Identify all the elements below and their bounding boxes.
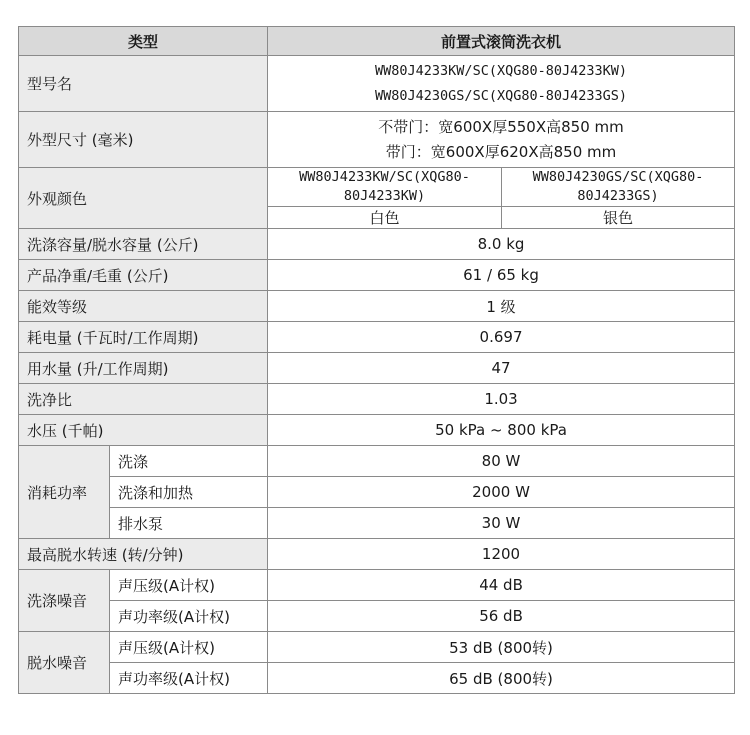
header-row [19, 27, 735, 56]
spec-label: 产品净重/毛重 (公斤) [19, 260, 268, 291]
wash-noise-row [19, 601, 735, 632]
spec-label: 耗电量 (千瓦时/工作周期) [19, 322, 268, 353]
spin-noise-sub-label: 声压级(A计权) [110, 632, 268, 663]
model-name-1: WW80J4233KW/SC(XQG80-80J4233KW) [375, 62, 627, 79]
spin-noise-row [19, 663, 735, 694]
dimensions-values [268, 112, 735, 168]
wash-noise-value: 56 dB [268, 601, 735, 632]
color-model-1: WW80J4233KW/SC(XQG80-80J4233KW) [268, 168, 502, 207]
spec-value: 8.0 kg [268, 229, 735, 260]
color-model-2: WW80J4230GS/SC(XQG80-80J4233GS) [502, 168, 735, 207]
spec-value: 0.697 [268, 322, 735, 353]
spec-label: 水压 (千帕) [19, 415, 268, 446]
spec-value: 1.03 [268, 384, 735, 415]
spec-value: 61 / 65 kg [268, 260, 735, 291]
spec-label: 洗净比 [19, 384, 268, 415]
spec-row [19, 384, 735, 415]
spec-row [19, 229, 735, 260]
wash-noise-sub-label: 声压级(A计权) [110, 570, 268, 601]
color-value-1: 白色 [268, 207, 502, 229]
color-label: 外观颜色 [19, 168, 268, 229]
spec-label: 洗涤容量/脱水容量 (公斤) [19, 229, 268, 260]
color-value-2: 银色 [502, 207, 735, 229]
spin-noise-label: 脱水噪音 [19, 632, 110, 694]
spec-row [19, 291, 735, 322]
spec-value: 50 kPa ~ 800 kPa [268, 415, 735, 446]
spec-label: 能效等级 [19, 291, 268, 322]
power-value: 80 W [268, 446, 735, 477]
spin-speed-row [19, 539, 735, 570]
power-row [19, 477, 735, 508]
spin-noise-value: 53 dB (800转) [268, 632, 735, 663]
type-value-header: 前置式滚筒洗衣机 [268, 27, 735, 56]
spec-row [19, 260, 735, 291]
model-name-2: WW80J4230GS/SC(XQG80-80J4233GS) [375, 87, 627, 104]
dimensions-with-door: 带门：宽600X厚620X高850 mm [385, 142, 617, 161]
spin-noise-sub-label: 声功率级(A计权) [110, 663, 268, 694]
spec-row [19, 353, 735, 384]
power-row [19, 446, 735, 477]
spec-row [19, 415, 735, 446]
power-sub-label: 洗涤和加热 [110, 477, 268, 508]
power-sub-label: 洗涤 [110, 446, 268, 477]
type-header: 类型 [19, 27, 268, 56]
spin-noise-value: 65 dB (800转) [268, 663, 735, 694]
dimensions-without-door: 不带门：宽600X厚550X高850 mm [378, 117, 624, 136]
wash-noise-value: 44 dB [268, 570, 735, 601]
power-value: 2000 W [268, 477, 735, 508]
model-row [19, 56, 735, 112]
power-label: 消耗功率 [19, 446, 110, 539]
wash-noise-row [19, 570, 735, 601]
spec-value: 47 [268, 353, 735, 384]
dimensions-label: 外型尺寸 (毫米) [19, 112, 268, 168]
spec-value: 1 级 [268, 291, 735, 322]
spin-noise-row [19, 632, 735, 663]
spec-label: 用水量 (升/工作周期) [19, 353, 268, 384]
power-row [19, 508, 735, 539]
wash-noise-label: 洗涤噪音 [19, 570, 110, 632]
color-model-row [19, 168, 735, 207]
power-sub-label: 排水泵 [110, 508, 268, 539]
dimensions-row [19, 112, 735, 168]
wash-noise-sub-label: 声功率级(A计权) [110, 601, 268, 632]
spec-row [19, 322, 735, 353]
power-value: 30 W [268, 508, 735, 539]
spec-table [18, 26, 735, 694]
spin-speed-value: 1200 [268, 539, 735, 570]
model-values [268, 56, 735, 112]
model-label: 型号名 [19, 56, 268, 112]
spin-speed-label: 最高脱水转速 (转/分钟) [19, 539, 268, 570]
